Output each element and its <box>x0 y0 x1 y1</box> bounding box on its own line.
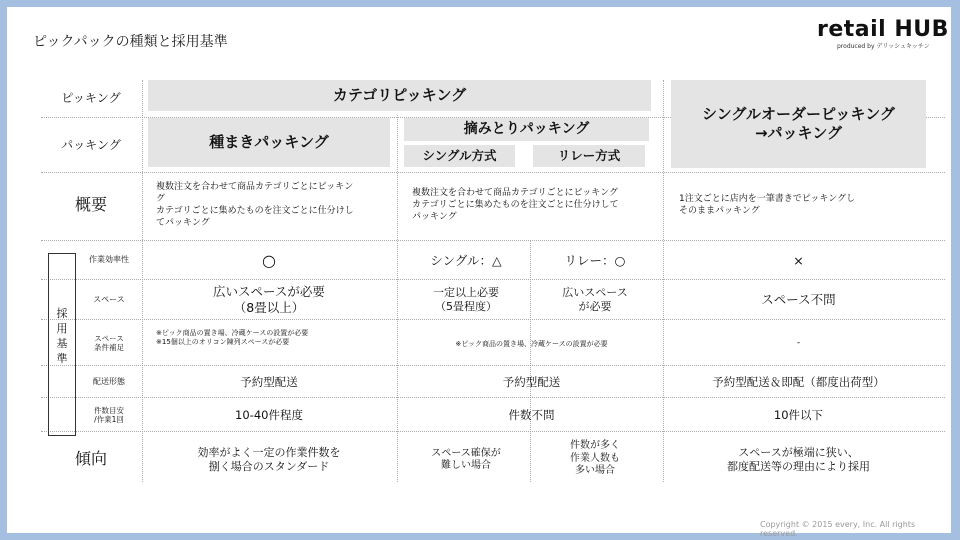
trend-single <box>671 441 926 479</box>
header-single-order-line1: シングルオーダーピッキング <box>702 105 895 124</box>
trend-pick-single-line1: スペース確保が <box>431 447 501 459</box>
row-label-delivery: 配送形態 <box>93 377 125 386</box>
header-single-order <box>671 80 926 168</box>
trend-pick-relay-line1: 件数が多く <box>570 440 620 452</box>
delivery-single: 予約型配送＆即配（都度出荷型） <box>712 374 885 389</box>
efficiency-pick-single: シングル：△ <box>430 253 502 269</box>
divider <box>41 365 945 366</box>
row-label-trend: 傾向 <box>74 449 107 468</box>
divider <box>41 279 945 280</box>
overview-pick-line: パッキング <box>412 212 457 223</box>
divider <box>663 80 664 482</box>
count-single: 10件以下 <box>773 407 824 422</box>
row-label-count-1: 件数目安 <box>94 405 124 415</box>
divider <box>397 115 398 482</box>
divider <box>530 240 531 482</box>
header-pick-packing: 摘みとりパッキング <box>404 118 649 141</box>
row-label-space-note <box>77 323 141 363</box>
trend-pick-relay-line2: 作業人数も <box>570 452 620 464</box>
space-seed-line2: （8畳以上） <box>233 300 305 315</box>
divider <box>41 319 945 320</box>
trend-seed <box>148 441 390 479</box>
row-label-picking: ピッキング <box>61 90 121 105</box>
row-label-count-2: /作業1回 <box>94 415 124 424</box>
header-seed-packing: 種まきパッキング <box>148 118 390 167</box>
trend-seed-line1: 効率がよく一定の作業件数を <box>197 446 341 460</box>
divider <box>41 240 945 241</box>
overview-single-line: 1注文ごとに店内を一筆書きでピッキングし <box>679 194 856 204</box>
space-note-seed-line1: ※ピック商品の置き場、冷蔵ケースの設置が必要 <box>156 329 309 337</box>
header-single-method: シングル方式 <box>404 145 515 167</box>
row-label-count <box>77 400 141 430</box>
header-category-picking: カテゴリピッキング <box>148 80 651 111</box>
divider <box>41 431 945 432</box>
delivery-pick: 予約型配送 <box>502 374 561 389</box>
criteria-label-text: 採用基準 <box>56 307 68 365</box>
space-note-seed <box>156 329 394 359</box>
slide <box>7 7 951 538</box>
space-single: スペース不問 <box>761 292 836 308</box>
count-pick: 件数不問 <box>508 407 555 422</box>
overview-seed-line: てパッキング <box>156 218 210 229</box>
space-note-single: - <box>796 338 801 349</box>
space-pick-single-line1: 一定以上必要 <box>433 286 499 300</box>
overview-seed-line: カテゴリごとに集めたものを注文ごとに仕分けし <box>156 206 354 217</box>
header-relay-method: リレー方式 <box>533 145 645 167</box>
overview-single <box>679 193 929 229</box>
row-label-space-note-1: スペース <box>94 333 124 343</box>
divider <box>41 397 945 398</box>
row-label-space-note-2: 条件補足 <box>94 343 124 352</box>
count-seed: 10-40件程度 <box>235 407 303 422</box>
divider <box>41 172 945 173</box>
trend-pick-single <box>404 441 528 479</box>
row-label-efficiency: 作業効率性 <box>89 255 129 264</box>
page-title: ピックパックの種類と採用基準 <box>33 34 228 50</box>
criteria-label <box>50 307 74 366</box>
space-note-seed-line2: ※15個以上のオリコン陳列スペースが必要 <box>156 337 290 346</box>
row-label-overview: 概要 <box>74 195 107 214</box>
copyright: Copyright © 2015 every, Inc. All rights reserved. <box>760 520 916 538</box>
space-pick-single <box>404 283 528 317</box>
efficiency-seed: ○ <box>262 251 276 270</box>
overview-single-line: そのままパッキング <box>679 206 760 217</box>
overview-seed <box>156 181 391 237</box>
divider <box>142 80 143 482</box>
delivery-seed: 予約型配送 <box>240 374 298 389</box>
space-pick-relay <box>533 283 657 317</box>
trend-pick-single-line2: 難しい場合 <box>441 460 491 471</box>
overview-pick <box>412 187 660 233</box>
overview-pick-line: 複数注文を合わせて商品カテゴリごとにピッキング <box>412 188 619 198</box>
space-note-pick: ※ピック商品の置き場、冷蔵ケースの設置が必要 <box>455 339 608 348</box>
row-label-packing: パッキング <box>61 137 121 152</box>
logo-subtitle: produced by デリッシュキッチン <box>837 43 930 50</box>
trend-seed-line2: 捌く場合のスタンダード <box>208 460 330 473</box>
trend-pick-relay-line3: 多い場合 <box>575 465 615 477</box>
overview-seed-line: 複数注文を合わせて商品カテゴリごとにピッキン <box>156 182 354 192</box>
trend-single-line2: 都度配送等の理由により採用 <box>727 460 870 473</box>
overview-seed-line: グ <box>156 194 166 205</box>
trend-pick-relay <box>533 435 657 483</box>
space-pick-single-line2: （5畳程度） <box>435 300 497 313</box>
overview-pick-line: カテゴリごとに集めたものを注文ごとに仕分けして <box>412 200 619 211</box>
trend-single-line1: スペースが極端に狭い、 <box>738 446 859 460</box>
space-pick-relay-line2: が必要 <box>578 300 612 313</box>
retail-hub-logo: retail HUB <box>817 17 949 42</box>
space-seed-line1: 広いスペースが必要 <box>213 284 325 300</box>
efficiency-single: × <box>793 253 804 269</box>
header-single-order-line2: →パッキング <box>754 124 843 142</box>
row-label-space: スペース <box>93 295 125 304</box>
efficiency-pick-relay: リレー：○ <box>564 253 626 269</box>
space-pick-relay-line1: 広いスペース <box>562 286 628 300</box>
space-seed <box>148 283 390 317</box>
